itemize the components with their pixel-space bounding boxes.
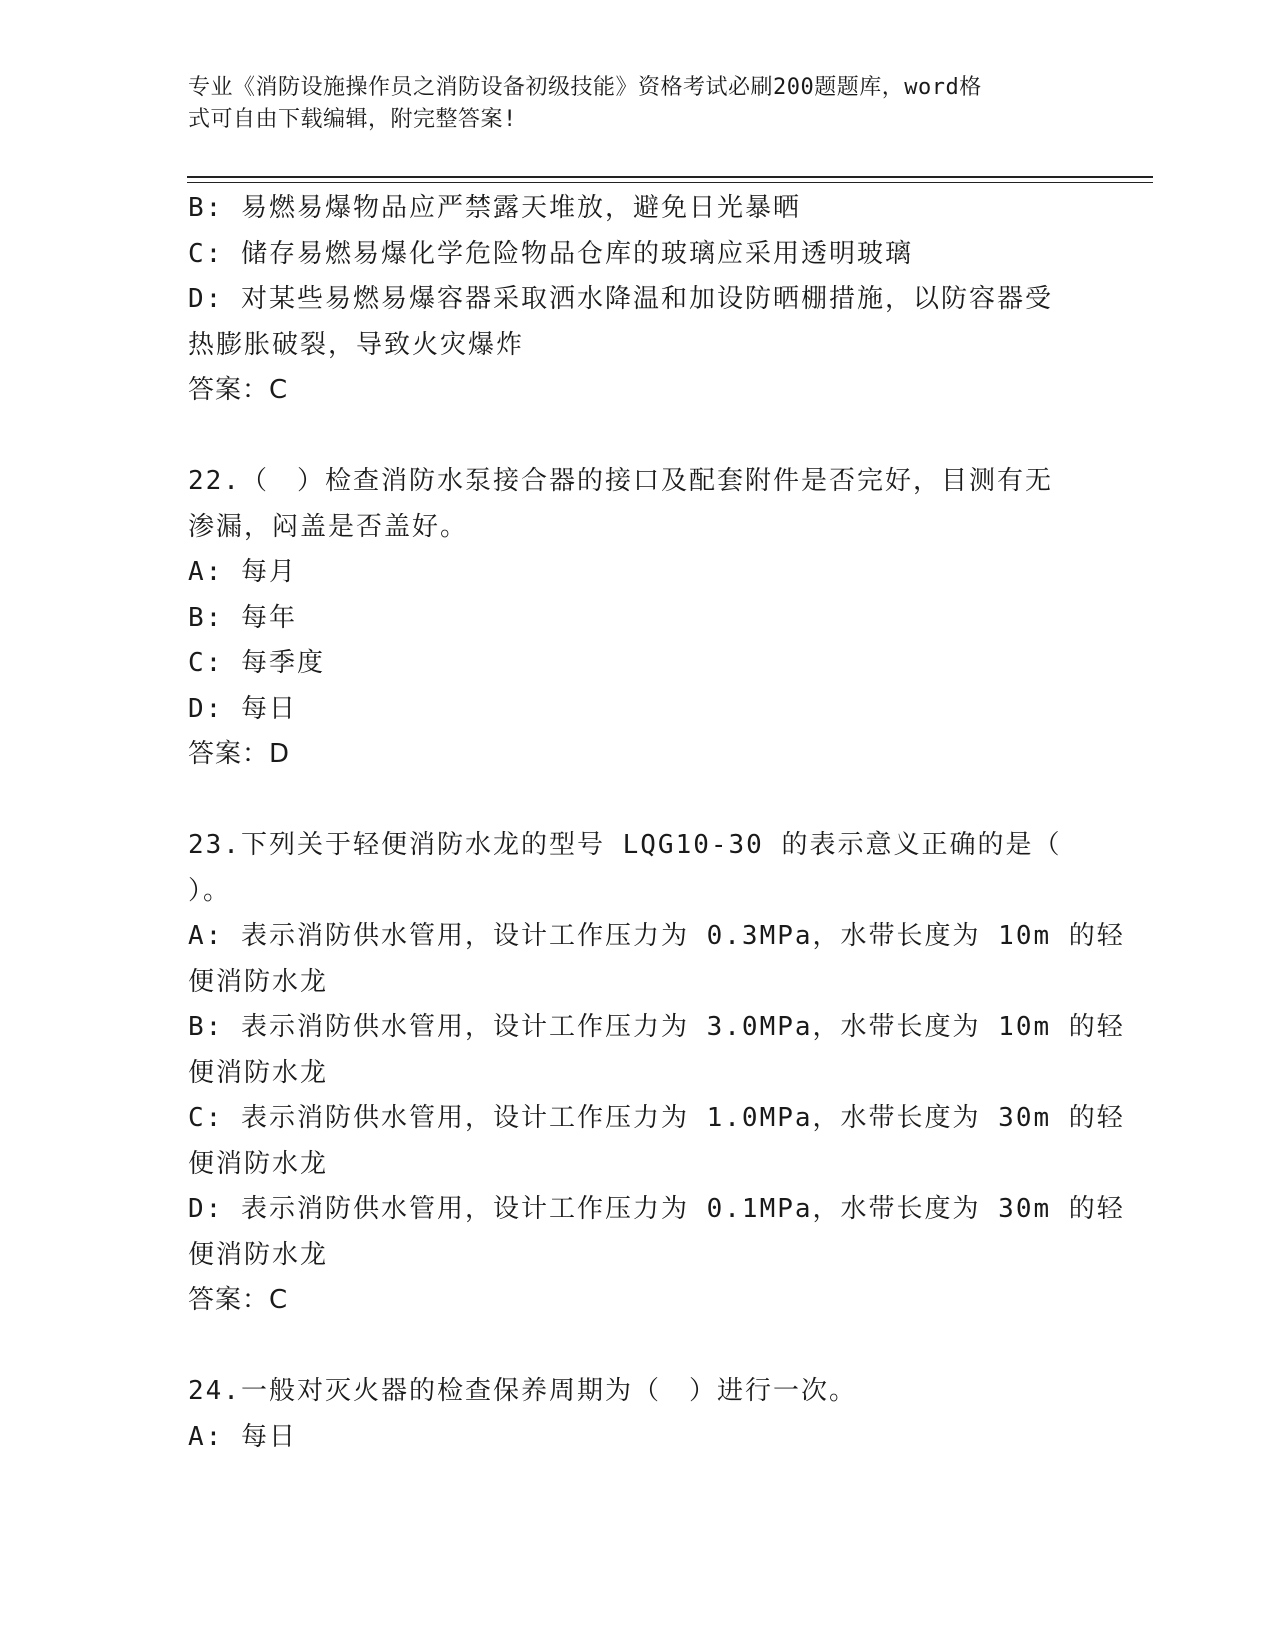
header-line-2: 式可自由下载编辑，附完整答案! <box>188 107 517 132</box>
spacer <box>188 414 1088 460</box>
header-line-1: 专业《消防设施操作员之消防设备初级技能》资格考试必刷200题题库，word格 <box>188 75 982 100</box>
spacer <box>188 778 1088 824</box>
q21-option-b: B: 易燃易爆物品应严禁露天堆放，避免日光暴晒 <box>188 193 801 223</box>
q23-stem-line1: 23.下列关于轻便消防水龙的型号 LQG10-30 的表示意义正确的是（ <box>188 830 1062 860</box>
q23-option-a-line2: 便消防水龙 <box>188 966 329 997</box>
header-divider-thick <box>187 176 1153 178</box>
q21-option-d-line1: D: 对某些易燃易爆容器采取洒水降温和加设防晒棚措施，以防容器受 <box>188 284 1053 314</box>
q23-option-c-line2: 便消防水龙 <box>188 1148 329 1179</box>
q22-option-a: A: 每月 <box>188 557 297 587</box>
q21-option-d-line2: 热膨胀破裂，导致火灾爆炸 <box>188 329 525 360</box>
q23-option-b-line2: 便消防水龙 <box>188 1057 329 1088</box>
q24-option-a: A: 每日 <box>188 1421 297 1452</box>
header-divider-thin <box>187 182 1153 183</box>
q23-stem-line2: ）。 <box>188 875 232 906</box>
q22-stem-line1: 22.（ ）检查消防水泵接合器的接口及配套附件是否完好，目测有无 <box>188 466 1053 496</box>
question-24 <box>188 1369 1088 1460</box>
q23-option-a-line1: A: 表示消防供水管用，设计工作压力为 0.3MPa，水带长度为 10m 的轻 <box>188 921 1125 951</box>
q22-answer: 答案：D <box>188 739 291 769</box>
question-content <box>188 186 1125 1460</box>
q22-option-d: D: 每日 <box>188 693 297 724</box>
question-22 <box>188 459 1088 778</box>
q23-option-c-line1: C: 表示消防供水管用，设计工作压力为 1.0MPa，水带长度为 30m 的轻 <box>188 1103 1125 1133</box>
q24-stem: 24.一般对灭火器的检查保养周期为（ ）进行一次。 <box>188 1376 857 1406</box>
spacer <box>188 1324 1088 1370</box>
question-21 <box>188 186 1088 414</box>
q22-stem-line2: 渗漏，闷盖是否盖好。 <box>188 511 469 542</box>
q23-option-d-line1: D: 表示消防供水管用，设计工作压力为 0.1MPa，水带长度为 30m 的轻 <box>188 1194 1125 1224</box>
document-header <box>188 72 1068 136</box>
q21-answer: 答案：C <box>188 375 289 405</box>
q23-answer: 答案：C <box>188 1285 289 1315</box>
q23-option-d-line2: 便消防水龙 <box>188 1239 329 1270</box>
q21-option-c: C: 储存易燃易爆化学危险物品仓库的玻璃应采用透明玻璃 <box>188 238 913 269</box>
q23-option-b-line1: B: 表示消防供水管用，设计工作压力为 3.0MPa，水带长度为 10m 的轻 <box>188 1012 1125 1042</box>
q22-option-b: B: 每年 <box>188 602 297 633</box>
q22-option-c: C: 每季度 <box>188 648 325 678</box>
question-23 <box>188 823 1125 1324</box>
